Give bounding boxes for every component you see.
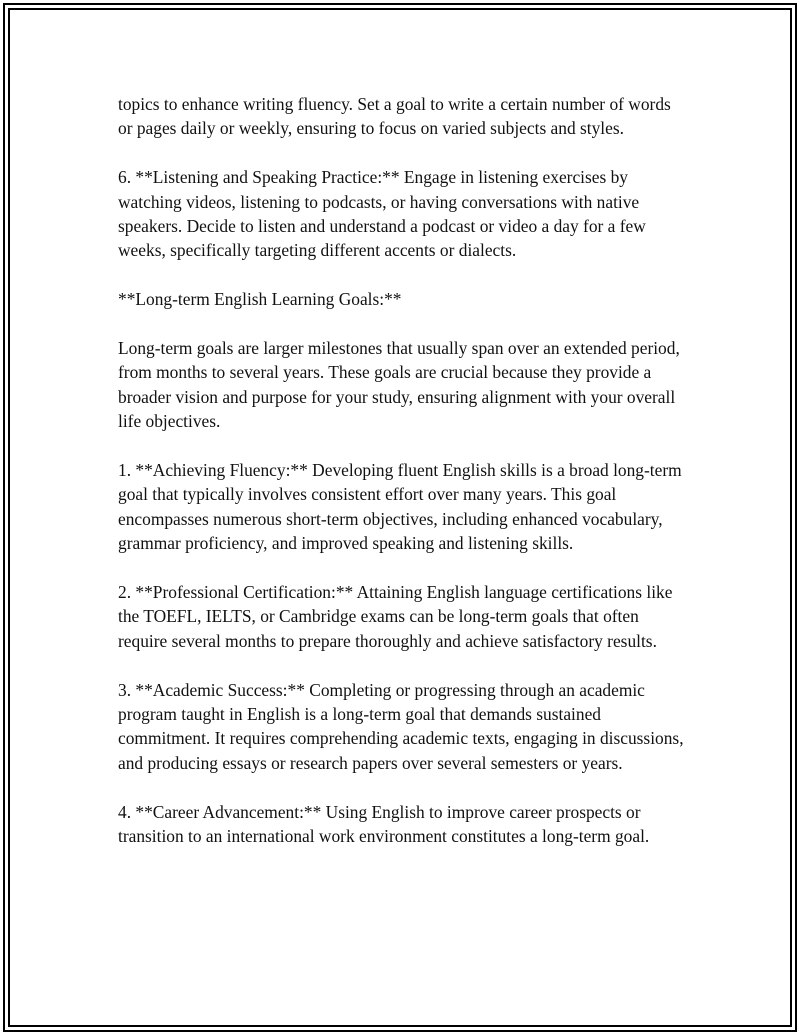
paragraph-career-advancement: 4. **Career Advancement:** Using English to improve career prospects or transition to an international work environment constitutes a long-term goal.: [118, 801, 650, 847]
paragraph-academic-success: 3. **Academic Success:** Completing or progressing through an academic program taught in English is a long-term goal that demands sustained commitment. It requires comprehending academic texts, engaging in discussions, and producing essays or research papers over several semesters or years.: [118, 679, 684, 773]
paragraph-listening-speaking: 6. **Listening and Speaking Practice:** Engage in listening exercises by watching videos, listening to podcasts, or having conversations with native speakers. Decide to listen and understand a podcast or video a day for a few weeks, specifically targeting different accents or dialects.: [118, 167, 646, 261]
paragraph-achieving-fluency: 1. **Achieving Fluency:** Developing fluent English skills is a broad long-term goal that typically involves consistent effort over many years. This goal encompasses numerous short-term objectives, including enhanced vocabulary, grammar proficiency, and improved speaking and listening skills.: [118, 460, 682, 554]
paragraph-writing-fluency: topics to enhance writing fluency. Set a goal to write a certain number of words or pages daily or weekly, ensuring to focus on varied subjects and styles.: [118, 94, 671, 139]
paragraph-long-term-intro: Long-term goals are larger milestones that usually span over an extended period, from months to several years. These goals are crucial because they provide a broader vision and purpose for your study, ensuring alignment with your overall life objectives.: [118, 338, 680, 432]
section-heading-long-term-goals: **Long-term English Learning Goals:**: [118, 289, 402, 310]
document-body: [118, 92, 688, 873]
paragraph-professional-certification: 2. **Professional Certification:** Attaining English language certifications like the TOEFL, IELTS, or Cambridge exams can be long-term goals that often require several months to prepare thoroughly and achieve satisfactory results.: [118, 582, 673, 651]
